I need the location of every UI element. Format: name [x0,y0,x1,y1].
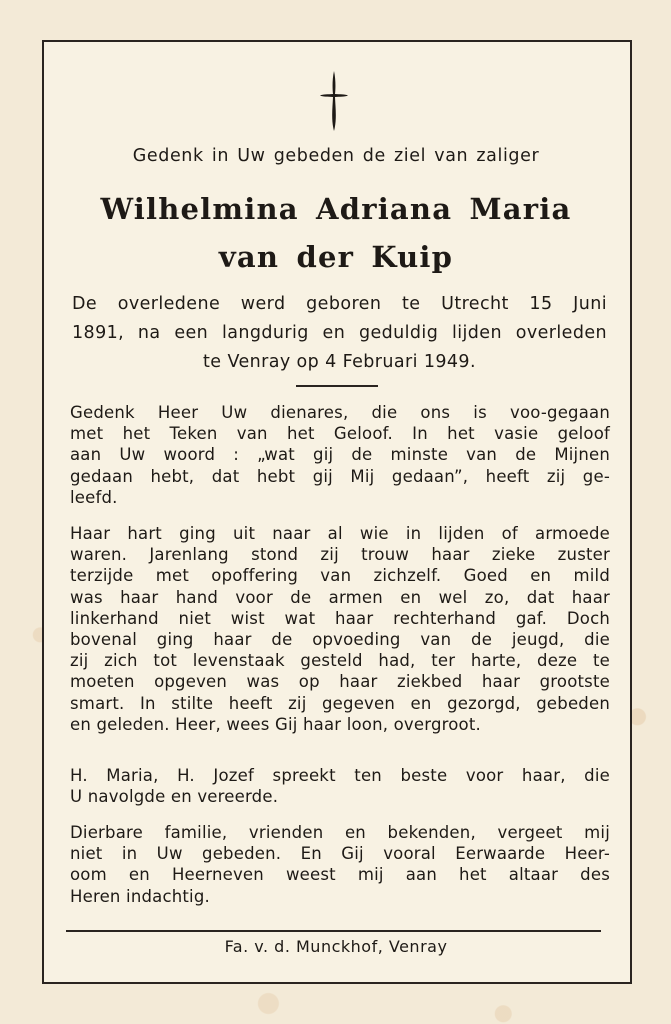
birth-line: De overledene werd geboren te Utrecht 15 Juni [72,294,607,314]
text-line: met het Teken van het Geloof. In het vasie geloof [70,424,610,444]
memorial-intro: Gedenk in Uw gebeden de ziel van zaliger [132,146,540,166]
birth-death-details [72,290,607,377]
text-line: niet in Uw gebeden. En Gij vooral Eerwaarde Heer- [70,844,610,864]
printer-credit: Fa. v. d. Munckhof, Venray [224,937,448,956]
text-line: oom en Heerneven weest mij aan het altaar des [70,865,610,885]
text-line: H. Maria, H. Jozef spreekt ten beste voor haar, die [70,766,610,785]
text-line: leefd. [70,487,118,507]
separator-rule [296,385,378,387]
text-line: Haar hart ging uit naar al wie in lijden of armoede [70,524,610,543]
footer-rule [66,930,601,932]
family-paragraph [70,822,610,907]
text-line: en geleden. Heer, wees Gij haar loon, overgroot. [70,714,481,734]
text-line: waren. Jarenlang stond zij trouw haar zieke zuster [70,545,610,565]
birth-line: 1891, na een langdurig en geduldig lijden overleden [72,323,607,343]
cross-icon [319,70,349,132]
text-line: Dierbare familie, vrienden en bekenden, vergeet mij [70,823,610,842]
birth-line: te Venray op 4 Februari 1949. [203,352,476,372]
intercession-paragraph [70,765,610,807]
text-line: moeten opgeven was op haar ziekbed haar grootste [70,672,610,692]
text-line: gedaan hebt, dat hebt gij Mij gedaan”, heeft zij ge- [70,466,610,486]
text-line: Heren indachtig. [70,886,210,906]
deceased-name-line1: Wilhelmina Adriana Maria [100,192,572,226]
deceased-name-line2: van der Kuip [218,240,454,274]
text-line: was haar hand voor de armen en wel zo, dat haar [70,587,610,607]
text-line: smart. In stilte heeft zij gegeven en gezorgd, gebeden [70,693,610,713]
text-line: linkerhand niet wist wat haar rechterhand gaf. Doch [70,608,610,628]
text-line: aan Uw woord : „wat gij de minste van de Mijnen [70,445,610,465]
text-line: U navolgde en vereerde. [70,787,279,807]
text-line: terzijde met opoffering van zichzelf. Goed en mild [70,566,610,586]
text-line: zij zich tot levenstaak gesteld had, ter harte, deze te [70,651,610,671]
prayer-paragraph [70,402,610,508]
text-line: bovenal ging haar de opvoeding van de jeugd, die [70,630,610,650]
life-paragraph [70,523,610,735]
text-line: Gedenk Heer Uw dienares, die ons is voo-gegaan [70,403,610,422]
